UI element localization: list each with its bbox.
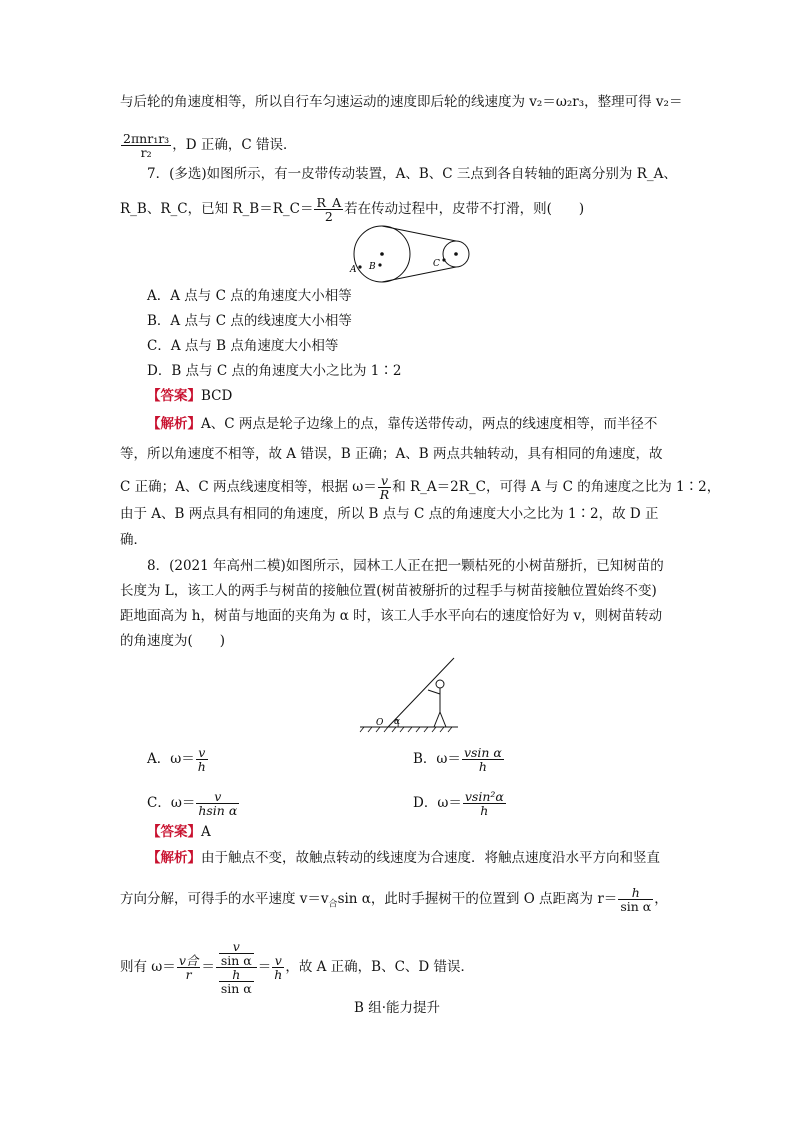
q8-explanation-part-2c: ， — [654, 891, 668, 907]
q7-explanation-line-2: 等，所以角速度不相等，故 A 错误，B 正确；A、B 两点共轴转动，具有相同的角速度，故 — [120, 446, 663, 462]
q8-explanation-f3-num: v — [272, 954, 284, 968]
q7-option-c: C．A 点与 B 点角速度大小相等 — [147, 338, 339, 354]
q8-explanation-r-den: sin α — [620, 899, 652, 914]
q8-option-d-num: vsin²α — [464, 789, 504, 804]
q7-fraction-den: 2 — [324, 209, 333, 224]
q8-explanation-r-fraction — [618, 886, 653, 913]
q8-explanation-inner-bottom-den: sin α — [220, 981, 252, 996]
q7-stem-line-1: 7．(多选)如图所示，有一皮带传动装置，A、B、C 三点到各自转轴的距离分别为 R_A、 — [147, 166, 677, 182]
q8-stem-line-3: 距地面高为 h，树苗与地面的夹角为 α 时，该工人手水平向右的速度恰好为 v，则树苗转动 — [120, 608, 663, 624]
q8-explanation-line-1 — [147, 848, 660, 868]
q8-explanation-text-1: 由于触点不变，故触点转动的线速度为合速度．将触点速度沿水平方向和竖直 — [201, 850, 660, 866]
q8-option-b — [413, 746, 505, 773]
q8-option-b-label: B．ω＝ — [413, 751, 461, 767]
q8-explanation-part-2a: 方向分解，可得手的水平速度 v＝v — [120, 891, 329, 907]
q7-explanation-line-4: 由于 A、B 两点具有相同的角速度，所以 B 点与 C 点的角速度大小之比为 1∶2，故 D 正 — [120, 506, 659, 522]
q6-text-line-2 — [120, 132, 296, 159]
large-pulley-axle — [380, 252, 384, 256]
q8-explanation-inner-bottom — [219, 968, 254, 995]
q7-option-a: A．A 点与 C 点的角速度大小相等 — [147, 288, 352, 304]
q7-explanation-fraction-den: R — [379, 487, 390, 502]
belt-bottom — [382, 267, 456, 282]
q8-answer-tag: 【答案】 — [147, 824, 201, 840]
q6-conclusion: ，D 正确，C 错误． — [172, 137, 297, 153]
point-a-dot — [358, 265, 361, 268]
q8-option-d — [413, 790, 507, 817]
q8-explanation-f3 — [272, 954, 284, 981]
q8-explanation-f1-den: r — [185, 967, 192, 982]
q7-option-d: D．B 点与 C 点的角速度大小之比为 1∶2 — [147, 363, 402, 379]
q8-explanation-part-2b: sin α，此时手握树干的位置到 O 点距离为 r＝ — [337, 891, 618, 907]
q7-explanation-part-3b: 和 R_A＝2R_C，可得 A 与 C 的角速度之比为 1∶2， — [392, 479, 721, 495]
label-alpha: α — [394, 717, 401, 727]
q7-answer — [147, 386, 232, 406]
q7-fraction-num: R_A — [316, 195, 342, 210]
q8-explanation-f3-den: h — [274, 967, 283, 982]
label-b: B — [369, 262, 376, 272]
q8-option-a-num: v — [196, 746, 208, 760]
q7-stem-part-1: R_B、R_C，已知 R_B＝R_C＝ — [120, 201, 314, 217]
point-c-dot — [442, 258, 445, 261]
q7-explanation-fraction-num: v — [378, 474, 391, 488]
q7-explanation-line-5: 确． — [120, 532, 147, 548]
q8-explanation-f1-num: v合 — [178, 953, 199, 968]
q6-fraction-num: 2πnr₁r₃ — [123, 131, 170, 146]
q7-fraction — [314, 196, 343, 223]
q7-explanation-tag: 【解析】 — [147, 416, 201, 432]
q8-explanation-line-2 — [120, 886, 668, 915]
q7-explanation-fraction — [378, 474, 391, 501]
q8-option-c — [147, 790, 240, 817]
q7-stem-part-2: 若在传动过程中，皮带不打滑，则( ) — [344, 201, 585, 217]
q7-explanation-text-1: A、C 两点是轮子边缘上的点，靠传送带传动，两点的线速度相等，而半径不 — [201, 416, 658, 432]
q8-stem-line-1: 8．(2021 年高州二模)如图所示，园林工人正在把一颗枯死的小树苗掰折，已知树苗的 — [147, 558, 664, 574]
q8-explanation-line-3 — [120, 940, 474, 995]
q8-option-c-label: C．ω＝ — [147, 795, 196, 811]
q7-explanation-line-1 — [147, 414, 657, 434]
q8-option-a — [147, 746, 209, 773]
q8-option-d-fraction — [463, 790, 506, 817]
q8-explanation-eq: ＝ — [201, 959, 215, 975]
q8-option-a-fraction — [196, 746, 208, 773]
q8-stem-line-2: 长度为 L，该工人的两手与树苗的接触位置(树苗被掰折的过程手与树苗接触位置始终不变) — [120, 583, 657, 599]
tree-sapling-figure — [358, 654, 468, 734]
q6-text-line-1: 与后轮的角速度相等，所以自行车匀速运动的速度即后轮的线速度为 v₂＝ω₂r₃，整理可得 v₂＝ — [120, 94, 683, 110]
q8-answer-value: A — [201, 824, 211, 840]
label-c: C — [433, 259, 440, 269]
q8-explanation-sub: 合 — [328, 899, 338, 910]
label-a: A — [350, 265, 357, 275]
q8-explanation-inner-top — [219, 940, 254, 967]
q6-fraction-den: r₂ — [140, 145, 152, 160]
q8-explanation-compound-top — [216, 940, 257, 968]
q7-explanation-part-3a: C 正确；A、C 两点线速度相等，根据 ω＝ — [120, 479, 377, 495]
q8-explanation-compound-fraction — [216, 940, 257, 995]
q8-option-c-num: v — [196, 790, 239, 804]
q8-option-a-den: h — [197, 759, 206, 774]
q8-option-b-num: vsin α — [463, 745, 502, 760]
q8-answer — [147, 822, 211, 842]
q8-option-a-label: A．ω＝ — [147, 751, 195, 767]
q8-explanation-inner-bottom-num: h — [219, 968, 254, 982]
q8-explanation-tail: ，故 A 正确，B、C、D 错误． — [285, 959, 475, 975]
q8-option-d-label: D．ω＝ — [413, 795, 462, 811]
q8-option-c-fraction — [196, 790, 239, 817]
label-o: O — [376, 718, 384, 728]
belt-pulley-figure — [340, 224, 480, 284]
q8-explanation-eq2: ＝ — [257, 959, 272, 975]
q7-explanation-line-3 — [120, 474, 720, 501]
q8-explanation-part-3-pre: 则有 ω＝ — [120, 959, 176, 975]
worker-figure — [428, 680, 446, 727]
point-b-dot — [378, 263, 381, 266]
q8-explanation-f1 — [177, 954, 201, 981]
q8-explanation-inner-top-den: sin α — [220, 953, 252, 968]
q7-option-b: B．A 点与 C 点的线速度大小相等 — [147, 313, 352, 329]
q8-explanation-inner-top-num: v — [219, 940, 254, 954]
q8-option-b-den: h — [478, 759, 487, 774]
q8-stem-line-4: 的角速度为( ) — [120, 633, 226, 649]
q7-answer-value: BCD — [201, 388, 233, 404]
q8-option-d-den: h — [480, 803, 489, 818]
q8-option-c-den: hsin α — [198, 803, 238, 818]
belt-top — [382, 226, 456, 241]
q8-explanation-compound-bottom — [216, 968, 257, 995]
q6-fraction — [121, 132, 171, 159]
q8-explanation-tag: 【解析】 — [147, 850, 201, 866]
q7-stem-line-2 — [120, 196, 584, 223]
section-title: B 组·能力提升 — [353, 1000, 440, 1016]
small-pulley-axle — [454, 252, 458, 256]
q7-answer-tag: 【答案】 — [147, 388, 201, 404]
ground-hatching — [360, 727, 452, 732]
q8-option-b-fraction — [462, 746, 504, 773]
q8-explanation-r-num: h — [618, 886, 653, 900]
